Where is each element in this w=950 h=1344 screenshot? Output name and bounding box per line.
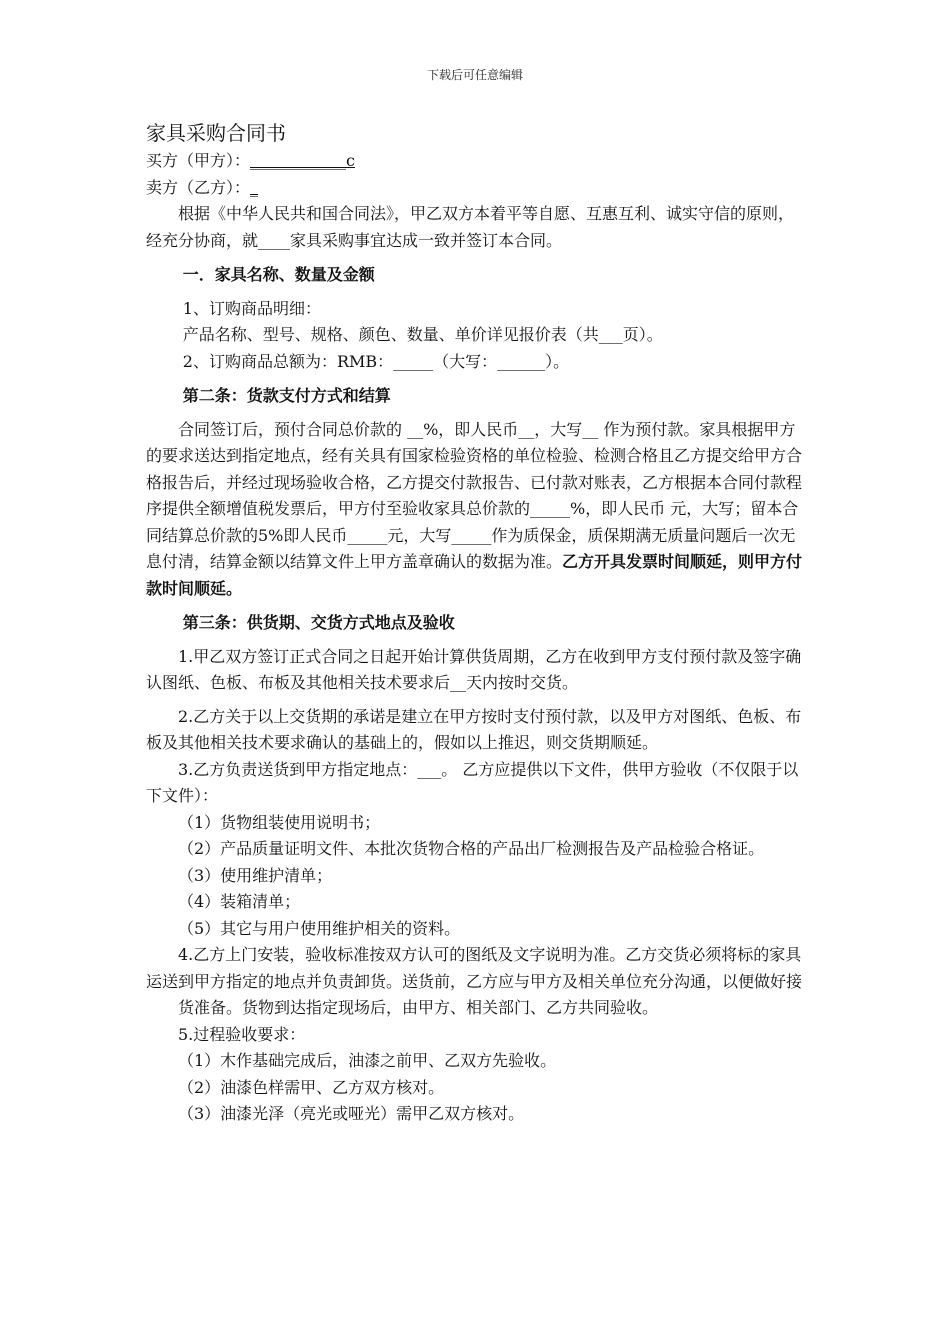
section3-p5: 5.过程验收要求： xyxy=(178,1024,306,1044)
section2-body-text: 合同签订后，预付合同总价款的 __%，即人民币__，大写__ 作为预付款。家具根据甲方的要求送达到指定地点，经有关具有国家检验资格的单位检验、检测合格且乙方提交给甲方合格报告后，并经过现场验收合格，乙方提交付款报告、已付款对账表，乙方根据本合同付款程序提供全额增值税发票后，甲方付至验收家具总价款的_____%，即人民币 元，大写；留本合同结算总价款的5%即人民币_____元，大写_____作为质保金，质保期满无质量问题后一次无息付清，结算金额以结算文件上甲方盖章确认的数据为准。 xyxy=(146,419,803,571)
buyer-value: ____________c xyxy=(250,151,355,170)
section2-heading: 第二条：货款支付方式和结算 xyxy=(182,386,391,405)
section1-item1: 1、订购商品明细： xyxy=(182,298,321,318)
buyer-line xyxy=(146,148,806,175)
section3-p1: 1.甲乙双方签订正式合同之日起开始计算供货周期，乙方在收到甲方支付预付款及签字确认图纸、色板、布板及其他相关技术要求后__天内按时交货。 xyxy=(146,646,802,692)
section3-p3-item: （2）产品质量证明文件、本批次货物合格的产品出厂检测报告及产品检验合格证。 xyxy=(178,839,765,858)
section3-p3-item: （4）装箱清单； xyxy=(178,892,301,911)
header-note: 下载后可任意编辑 xyxy=(426,68,523,82)
section3-p5-item: （3）油漆光泽（亮光或哑光）需甲乙双方核对。 xyxy=(178,1104,525,1123)
section3-p3: 3.乙方负责送货到甲方指定地点：___。 乙方应提供以下文件，供甲方验收（不仅限于以下文件）： xyxy=(146,759,799,805)
section1-item2: 2、订购商品总额为：RMB：_____（大写：______）。 xyxy=(182,351,570,371)
intro-paragraph: 根据《中华人民共和国合同法》，甲乙双方本着平等自愿、互惠互利、诚实守信的原则，经充分协商，就____家具采购事宜达成一致并签订本合同。 xyxy=(146,204,795,250)
seller-value: _ xyxy=(250,177,259,197)
section2-bold-tail: 乙方开具发票时间顺延，则甲方付款时间顺延。 xyxy=(146,552,803,598)
section3-p4: 4.乙方上门安装，验收标准按双方认可的图纸及文字说明为准。乙方交货必须将标的家具运送到甲方指定的地点并负责卸货。送货前，乙方应与甲方及相关单位充分沟通，以便做好接 xyxy=(146,945,803,991)
section3-p3-item: （3）使用维护清单； xyxy=(178,865,333,885)
buyer-label: 买方（甲方）： xyxy=(146,151,251,170)
section3-p5-item: （2）油漆色样需甲、乙方双方核对。 xyxy=(178,1077,445,1097)
section2-body xyxy=(146,417,806,603)
section1-heading: 一．家具名称、数量及金额 xyxy=(182,265,375,284)
section3-p3-item: （1）货物组装使用说明书； xyxy=(178,812,381,832)
document-body xyxy=(146,118,806,1128)
document-title: 家具采购合同书 xyxy=(146,121,286,145)
seller-label: 卖方（乙方）： xyxy=(146,177,251,197)
section3-p5-item: （1）木作基础完成后，油漆之前甲、乙双方先验收。 xyxy=(178,1051,557,1070)
section3-p4-cont: 货准备。货物到达指定现场后，由甲方、相关部门、乙方共同验收。 xyxy=(178,998,659,1017)
section3-p3-item: （5）其它与用户使用维护相关的资料。 xyxy=(178,918,461,938)
section3-p2: 2.乙方关于以上交货期的承诺是建立在甲方按时支付预付款，以及甲方对图纸、色板、布板及其他相关技术要求确认的基础上的，假如以上推迟，则交货期顺延。 xyxy=(146,706,802,752)
section3-heading: 第三条：供货期、交货方式地点及验收 xyxy=(182,613,455,632)
seller-line xyxy=(146,175,806,202)
section1-item1-detail: 产品名称、型号、规格、颜色、数量、单价详见报价表（共___页）。 xyxy=(182,325,663,344)
